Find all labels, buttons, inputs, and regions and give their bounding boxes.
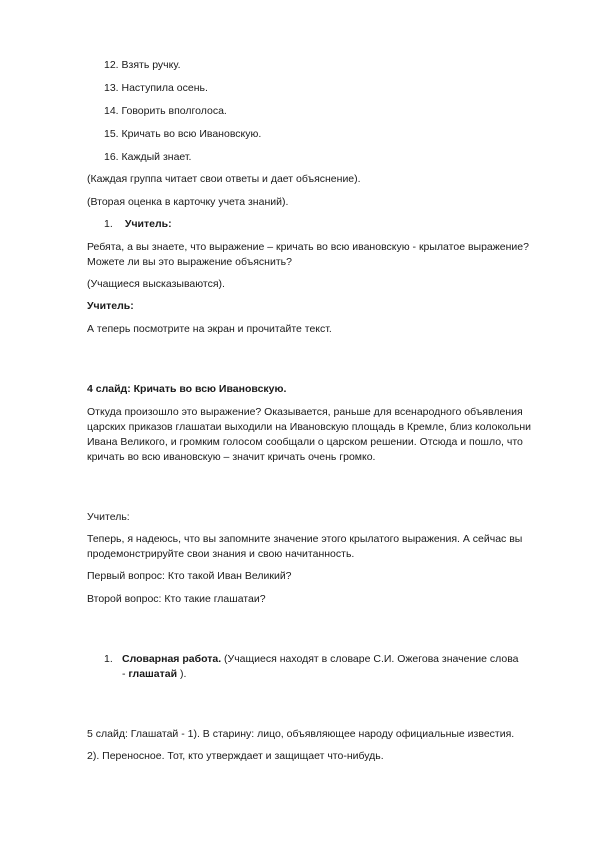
list-item: 12. Взять ручку. xyxy=(104,59,181,71)
question-paragraph: Можете ли вы это выражение объяснить? xyxy=(87,256,292,268)
list-number: 1. xyxy=(104,218,113,230)
list-item: 14. Говорить вполголоса. xyxy=(104,105,227,117)
question-line: Первый вопрос: Кто такой Иван Великий? xyxy=(87,570,292,582)
hope-paragraph: Теперь, я надеюсь, что вы запомните значение этого крылатого выражения. А сейчас вы xyxy=(87,533,523,545)
question-line: Второй вопрос: Кто такие глашатаи? xyxy=(87,593,266,605)
slide-text-line: Ивана Великого, и громким голосом сообщали о царском решении. Отсюда и пошло, что xyxy=(87,436,523,448)
vocab-heading: Словарная работа. xyxy=(122,653,222,665)
students-note: (Учащиеся высказываются). xyxy=(87,278,225,290)
list-item: 13. Наступила осень. xyxy=(104,82,208,94)
note-paragraph: (Вторая оценка в карточку учета знаний). xyxy=(87,196,289,208)
vocab-text: (Учащиеся находят в словаре С.И. Ожегова значение слова xyxy=(221,653,519,665)
slide-text-line: царских приказов глашатаи выходили на Ивановскую площадь в Кремле, близ колокольни xyxy=(87,421,532,433)
teacher-label: Учитель: xyxy=(87,300,134,312)
vocab-prefix: - xyxy=(122,668,129,680)
slide-text-line: 2). Переносное. Тот, кто утверждает и защищает что-нибудь. xyxy=(87,750,384,762)
hope-paragraph: продемонстрируйте свои знания и свою начитанность. xyxy=(87,548,355,560)
list-item: 15. Кричать во всю Ивановскую. xyxy=(104,128,262,140)
question-paragraph: Ребята, а вы знаете, что выражение – кричать во всю ивановскую - крылатое выражение? xyxy=(87,241,529,253)
slide-title: 4 слайд: Кричать во всю Ивановскую. xyxy=(87,383,287,395)
note-paragraph: (Каждая группа читает свои ответы и дает объяснение). xyxy=(87,173,361,185)
teacher-list-item xyxy=(104,217,554,232)
vocab-word: глашатай xyxy=(128,668,178,680)
vocab-suffix: ). xyxy=(177,668,187,680)
vocab-line xyxy=(122,667,572,682)
slide-text-line: кричать во всю ивановскую – значит кричать очень громко. xyxy=(87,451,376,463)
slide-text-line: Откуда произошло это выражение? Оказывается, раньше для всенародного объявления xyxy=(87,406,523,418)
list-number: 1. xyxy=(104,653,113,665)
instruction-paragraph: А теперь посмотрите на экран и прочитайте текст. xyxy=(87,323,332,335)
list-item: 16. Каждый знает. xyxy=(104,151,192,163)
teacher-label: Учитель: xyxy=(124,218,172,230)
teacher-label: Учитель: xyxy=(87,511,130,523)
vocab-list-item xyxy=(104,652,554,667)
slide-text-line: 5 слайд: Глашатай - 1). В старину: лицо, объявляющее народу официальные известия. xyxy=(87,728,515,740)
